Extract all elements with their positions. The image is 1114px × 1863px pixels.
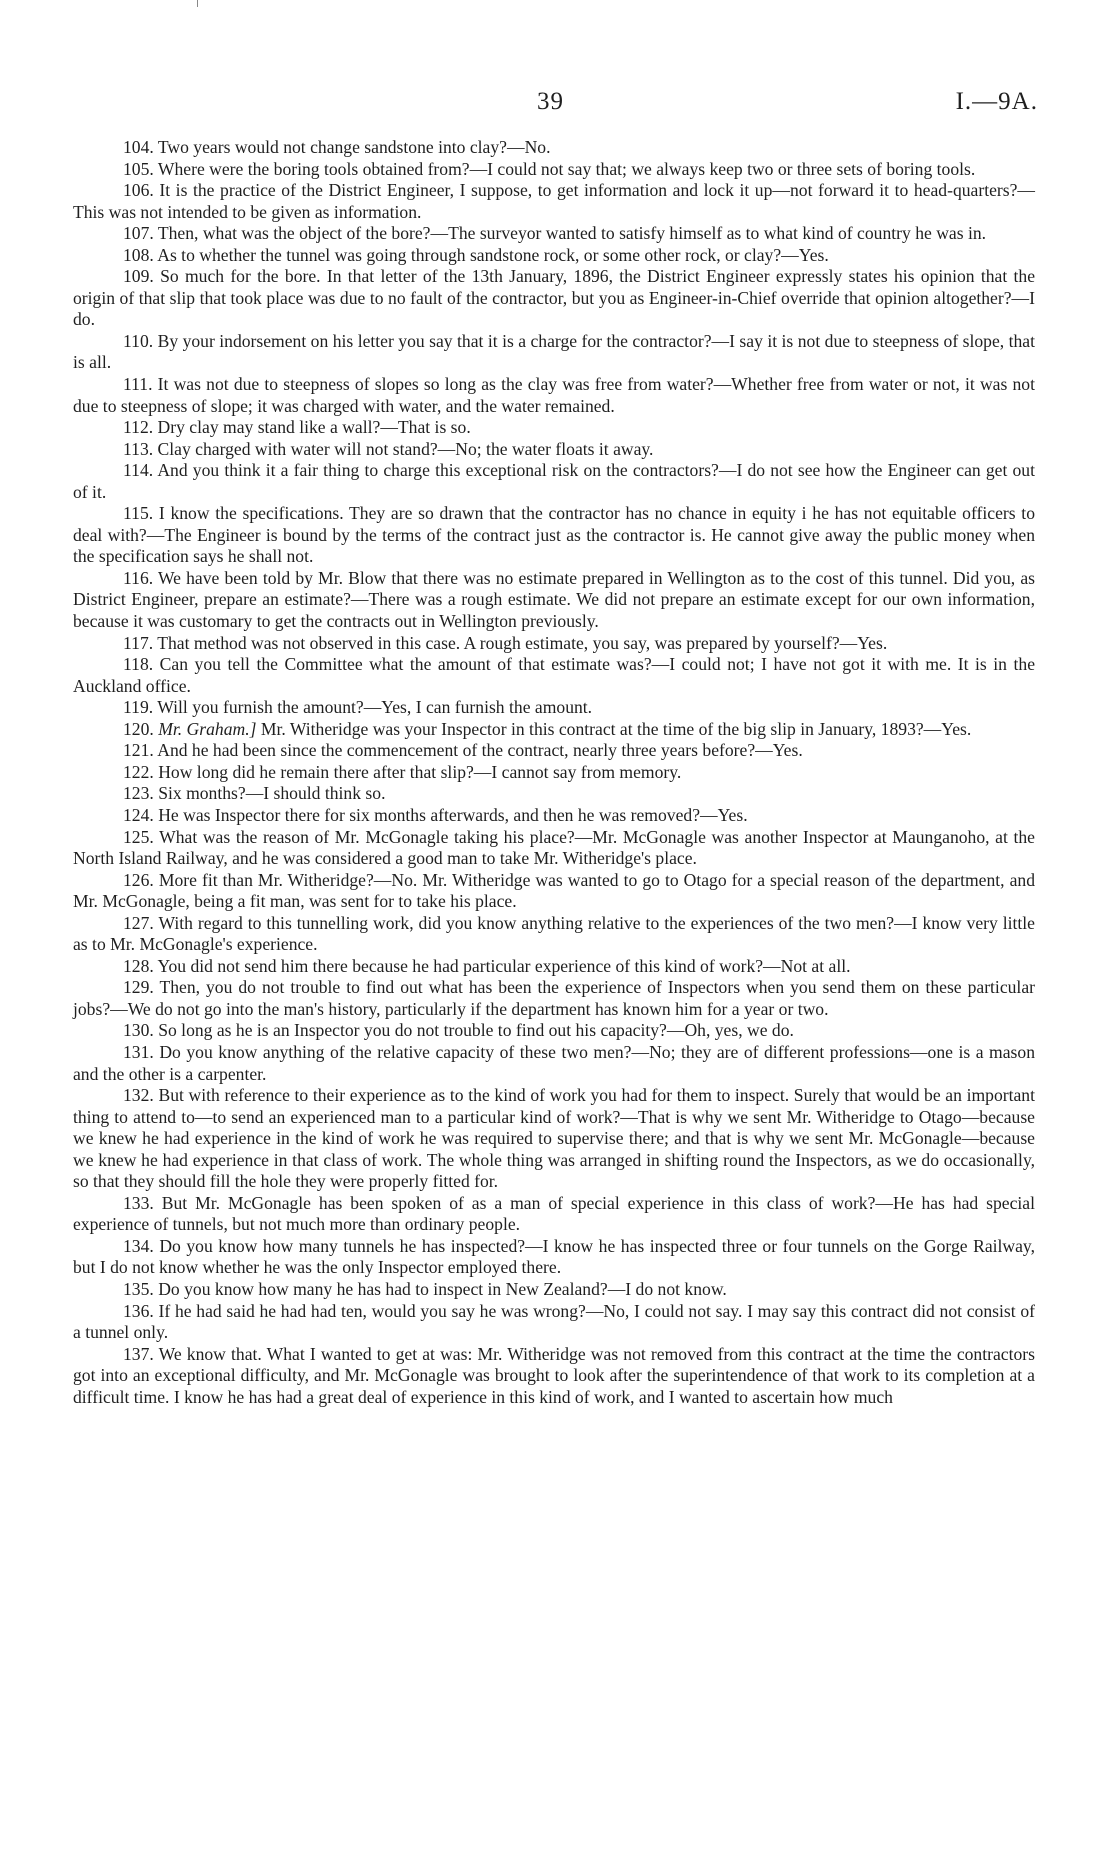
question-paragraph <box>73 159 1035 181</box>
question-number: 105. <box>123 158 154 179</box>
question-paragraph <box>73 503 1035 568</box>
question-text: And he had been since the commencement of the contract, nearly three years before?—Yes. <box>157 740 803 761</box>
question-text: But Mr. McGonagle has been spoken of as a man of special experience in this class of work?—He has had special experience of tunnels, but not much more than ordinary people. <box>73 1192 1035 1235</box>
question-paragraph <box>73 1085 1035 1193</box>
question-text: With regard to this tunnelling work, did you know anything relative to the experiences of the two men?—I know very little as to Mr. McGonagle's experience. <box>73 912 1035 955</box>
question-text: Can you tell the Committee what the amount of that estimate was?—I could not; I have not got it with me. It is in the Auckland office. <box>73 654 1035 696</box>
question-number: 136. <box>123 1300 154 1321</box>
minutes-of-evidence <box>73 137 1035 1408</box>
document-reference: I.—9A. <box>955 88 1038 115</box>
question-number: 135. <box>123 1278 154 1299</box>
question-number: 120. <box>123 718 154 739</box>
question-text: It was not due to steepness of slopes so long as the clay was free from water?—Whether free from water or not, it was not due to steepness of slope; it was charged with water, and the water remained. <box>73 374 1035 416</box>
question-number: 106. <box>123 180 154 201</box>
question-text: Do you know how many he has had to inspect in New Zealand?—I do not know. <box>158 1278 727 1299</box>
question-paragraph <box>73 331 1035 374</box>
question-text: Clay charged with water will not stand?—No; the water floats it away. <box>157 438 654 459</box>
question-text: You did not send him there because he had particular experience of this kind of work?—Not at all. <box>157 955 851 976</box>
question-paragraph <box>73 374 1035 417</box>
question-paragraph <box>73 1193 1035 1236</box>
question-text: And you think it a fair thing to charge this exceptional risk on the contractors?—I do not see how the Engineer can get out of it. <box>73 460 1035 502</box>
question-paragraph <box>73 1020 1035 1042</box>
question-text: We know that. What I wanted to get at was: Mr. Witheridge was not removed from this contract at the time the contractors got into an exceptional difficulty, and Mr. McGonagle was brought to look after the superintendence of that work to its completion at a difficult time. I know he has had a great deal of experience in this kind of work, and I wanted to ascertain how much <box>73 1343 1035 1407</box>
question-text: So much for the bore. In that letter of the 13th January, 1896, the District Engineer expressly states his opinion that the origin of that slip that took place was due to no fault of the contractor, but you as Engineer-in-Chief override that opinion altogether?—I do. <box>73 266 1036 330</box>
question-text: We have been told by Mr. Blow that there was no estimate prepared in Wellington as to the cost of this tunnel. Did you, as District Engineer, prepare an estimate?—There was a rough estimate. We did not prepare an estimate except for our own information, because it was customary to get the contracts out in Wellington previously. <box>73 567 1035 632</box>
question-text: But with reference to their experience as to the kind of work you had for them to inspect. Surely that would be an important thing to attend to—to send an experienced man to a particular kind of work?—That is why we sent Mr. Witheridge to Otago—because we knew he had experience in the kind of work he was required to supervise there; and that is why we sent Mr. McGonagle—because we knew he had experience in that class of work. The whole thing was arranged in shifting round the Inspectors, as we do occasionally, so that they should fill the hole they were properly fitted for. <box>73 1085 1035 1192</box>
question-number: 108. <box>123 244 154 265</box>
question-paragraph <box>73 417 1035 439</box>
question-paragraph <box>73 956 1035 978</box>
question-text: If he had said he had had ten, would you say he was wrong?—No, I could not say. I may say this contract did not consist of a tunnel only. <box>73 1300 1036 1343</box>
question-paragraph <box>73 633 1035 655</box>
question-paragraph <box>73 805 1035 827</box>
question-text: So long as he is an Inspector you do not trouble to find out his capacity?—Oh, yes, we do. <box>158 1020 794 1041</box>
question-number: 121. <box>123 740 154 761</box>
question-number: 132. <box>123 1085 154 1106</box>
question-number: 137. <box>123 1343 154 1364</box>
question-text: Do you know anything of the relative capacity of these two men?—No; they are of different professions—one is a mason and the other is a carpenter. <box>73 1041 1035 1084</box>
question-paragraph <box>73 266 1035 331</box>
question-number: 115. <box>123 503 154 524</box>
page-number: 39 <box>537 88 564 115</box>
question-paragraph <box>73 460 1035 503</box>
question-paragraph <box>73 913 1035 956</box>
question-paragraph <box>73 439 1035 461</box>
question-text: How long did he remain there after that slip?—I cannot say from memory. <box>158 761 682 782</box>
question-number: 124. <box>123 804 154 825</box>
question-number: 109. <box>123 266 154 287</box>
question-text: As to whether the tunnel was going through sandstone rock, or some other rock, or clay?—Yes. <box>157 244 829 265</box>
question-paragraph <box>73 245 1035 267</box>
question-number: 133. <box>123 1192 154 1213</box>
question-number: 110. <box>123 330 154 351</box>
question-text: By your indorsement on his letter you say that it is a charge for the contractor?—I say it is not due to steepness of slope, that is all. <box>73 330 1035 373</box>
question-paragraph <box>73 762 1035 784</box>
question-paragraph <box>73 977 1035 1020</box>
question-paragraph <box>73 1344 1035 1409</box>
question-paragraph <box>73 697 1035 719</box>
question-paragraph <box>73 1236 1035 1279</box>
question-text: Then, what was the object of the bore?—The surveyor wanted to satisfy himself as to what kind of country he was in. <box>157 223 987 244</box>
question-number: 111. <box>123 374 153 395</box>
question-text: It is the practice of the District Engineer, I suppose, to get information and lock it up—not forward it to head-quarters?—This was not intended to be given as information. <box>73 180 1036 222</box>
question-text: Where were the boring tools obtained from?—I could not say that; we always keep two or three sets of boring tools. <box>157 158 976 179</box>
question-number: 113. <box>123 438 154 459</box>
question-paragraph <box>73 654 1035 697</box>
question-paragraph <box>73 1042 1035 1085</box>
question-number: 119. <box>123 697 154 718</box>
question-paragraph <box>73 870 1035 913</box>
question-paragraph <box>73 740 1035 762</box>
question-paragraph <box>73 1279 1035 1301</box>
question-paragraph <box>73 783 1035 805</box>
question-paragraph <box>73 223 1035 245</box>
question-text: Dry clay may stand like a wall?—That is so. <box>157 417 471 438</box>
question-number: 127. <box>123 912 154 933</box>
question-number: 117. <box>123 632 154 653</box>
question-number: 126. <box>123 869 154 890</box>
question-number: 128. <box>123 955 154 976</box>
question-number: 130. <box>123 1020 154 1041</box>
question-number: 131. <box>123 1041 154 1062</box>
question-text: Then, you do not trouble to find out what has been the experience of Inspectors when you send them on these particular jobs?—We do not go into the man's history, particularly if the department has known him for a year or two. <box>73 977 1035 1019</box>
question-text: I know the specifications. They are so drawn that the contractor has no chance in equity i he has not equitable officers to deal with?—The Engineer is bound by the terms of the contract just as the contractor is. He cannot give away the public money when the specification says he shall not. <box>73 503 1035 567</box>
question-number: 104. <box>123 137 154 157</box>
question-text: Will you furnish the amount?—Yes, I can furnish the amount. <box>157 697 593 718</box>
question-number: 118. <box>123 654 154 675</box>
question-paragraph <box>73 1301 1035 1344</box>
question-text: Mr. Witheridge was your Inspector in this contract at the time of the big slip in January, 1893?—Yes. <box>260 718 972 739</box>
question-number: 114. <box>123 460 154 481</box>
question-number: 116. <box>123 567 154 588</box>
question-text: Six months?—I should think so. <box>158 783 386 804</box>
question-paragraph <box>73 137 1035 159</box>
question-paragraph <box>73 568 1035 633</box>
question-number: 122. <box>123 761 154 782</box>
question-text: Do you know how many tunnels he has inspected?—I know he has inspected three or four tunnels on the Gorge Railway, but I do not know whether he was the only Inspector employed there. <box>73 1235 1035 1278</box>
question-text: What was the reason of Mr. McGonagle taking his place?—Mr. McGonagle was another Inspector at Maunganoho, at the North Island Railway, and he was considered a good man to take Mr. Witheridge's place. <box>73 826 1035 869</box>
question-paragraph <box>73 180 1035 223</box>
question-number: 134. <box>123 1235 154 1256</box>
question-text: More fit than Mr. Witheridge?—No. Mr. Witheridge was wanted to go to Otago for a special reason of the department, and Mr. McGonagle, being a fit man, was sent for to take his place. <box>73 869 1035 912</box>
question-number: 107. <box>123 223 154 244</box>
question-paragraph <box>73 719 1035 741</box>
question-text: Two years would not change sandstone into clay?—No. <box>157 137 551 157</box>
question-number: 129. <box>123 977 154 998</box>
scan-mark <box>197 0 198 7</box>
question-text: That method was not observed in this case. A rough estimate, you say, was prepared by yourself?—Yes. <box>157 632 888 653</box>
question-paragraph <box>73 827 1035 870</box>
question-number: 125. <box>123 826 154 847</box>
page-header <box>0 88 1114 128</box>
speaker-name: Mr. Graham.] <box>158 718 257 739</box>
question-number: 123. <box>123 783 154 804</box>
question-text: He was Inspector there for six months afterwards, and then he was removed?—Yes. <box>158 804 748 825</box>
question-number: 112. <box>123 417 154 438</box>
